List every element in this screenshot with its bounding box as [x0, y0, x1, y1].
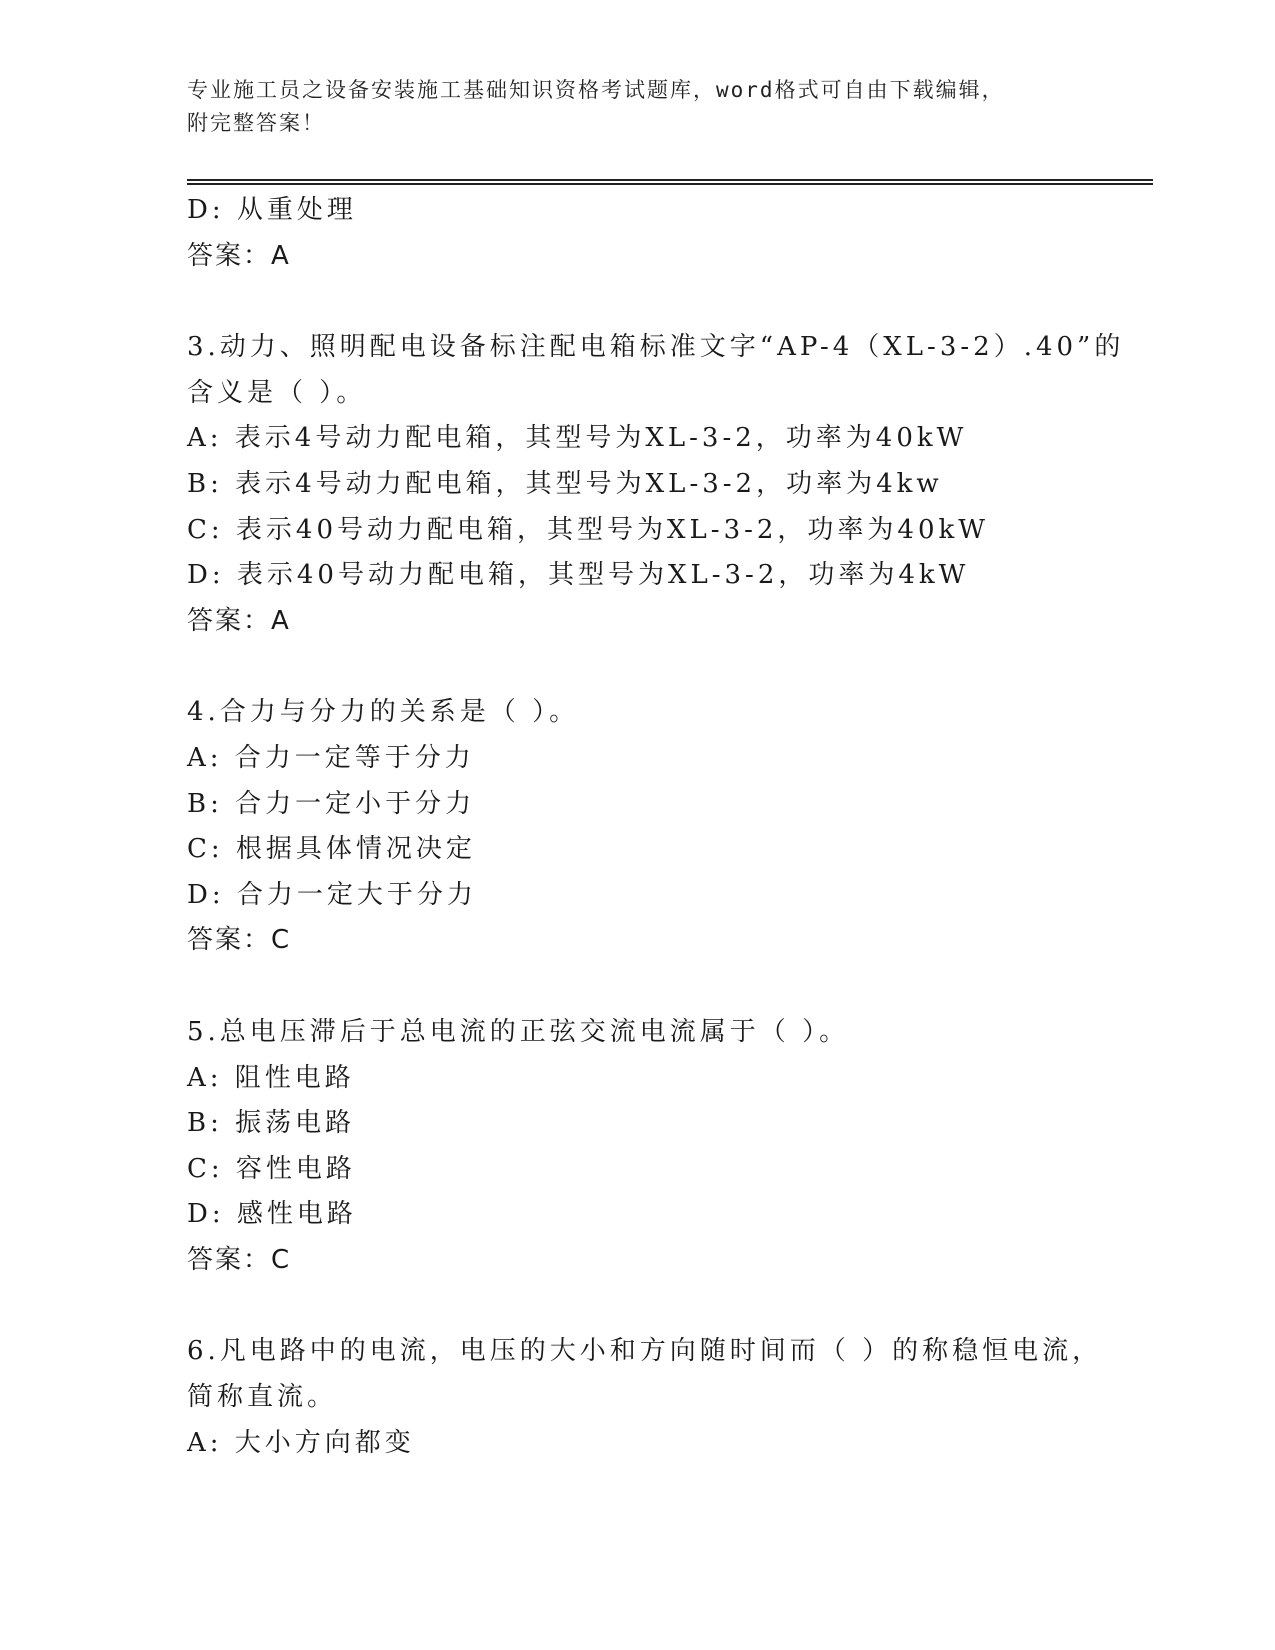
question-block — [187, 1010, 1087, 1284]
answer-line: 答案：C — [187, 925, 292, 956]
question-text-cont: 简称直流。 — [187, 1382, 338, 1413]
option-a: A: 表示4号动力配电箱，其型号为XL-3-2，功率为40kW — [187, 423, 968, 454]
question-block — [187, 325, 1125, 644]
question-block — [187, 690, 1087, 964]
header-divider-bottom — [187, 183, 1153, 185]
option-c: C: 容性电路 — [187, 1153, 356, 1184]
option-c: C: 根据具体情况决定 — [187, 834, 476, 865]
document-header — [187, 74, 1087, 140]
option-d: D: 从重处理 — [187, 195, 357, 225]
question-block — [187, 188, 1087, 279]
spacer — [187, 964, 1087, 1010]
answer-line: 答案：C — [187, 1244, 292, 1275]
answer-line: 答案：A — [187, 240, 291, 271]
option-a: A: 合力一定等于分力 — [187, 742, 475, 773]
spacer — [187, 644, 1087, 690]
option-a: A: 阻性电路 — [187, 1062, 355, 1093]
answer-line: 答案：A — [187, 605, 291, 636]
question-text: 6.凡电路中的电流，电压的大小和方向随时间而（ ）的称稳恒电流， — [187, 1336, 1103, 1367]
header-line-1: 专业施工员之设备安装施工基础知识资格考试题库，word格式可自由下载编辑， — [187, 78, 1005, 102]
option-b: B: 振荡电路 — [187, 1108, 356, 1139]
question-text-cont: 含义是（ ）。 — [187, 377, 367, 408]
option-c: C: 表示40号动力配电箱，其型号为XL-3-2，功率为40kW — [187, 514, 989, 545]
question-text: 4.合力与分力的关系是（ ）。 — [187, 697, 580, 728]
question-text: 3.动力、照明配电设备标注配电箱标准文字“AP-4（XL-3-2）.40”的 — [187, 332, 1125, 363]
header-line-2: 附完整答案！ — [187, 111, 325, 135]
question-block — [187, 1329, 1103, 1466]
spacer — [187, 1283, 1087, 1329]
spacer — [187, 279, 1087, 325]
option-d: D: 合力一定大于分力 — [187, 879, 477, 910]
question-text: 5.总电压滞后于总电流的正弦交流电流属于（ ）。 — [187, 1016, 850, 1047]
option-b: B: 表示4号动力配电箱，其型号为XL-3-2，功率为4kw — [187, 468, 943, 499]
option-b: B: 合力一定小于分力 — [187, 788, 476, 819]
option-d: D: 感性电路 — [187, 1199, 357, 1230]
option-d: D: 表示40号动力配电箱，其型号为XL-3-2，功率为4kW — [187, 560, 970, 591]
header-divider-top — [187, 179, 1153, 181]
option-a: A: 大小方向都变 — [187, 1427, 415, 1458]
question-list — [187, 188, 1125, 1466]
